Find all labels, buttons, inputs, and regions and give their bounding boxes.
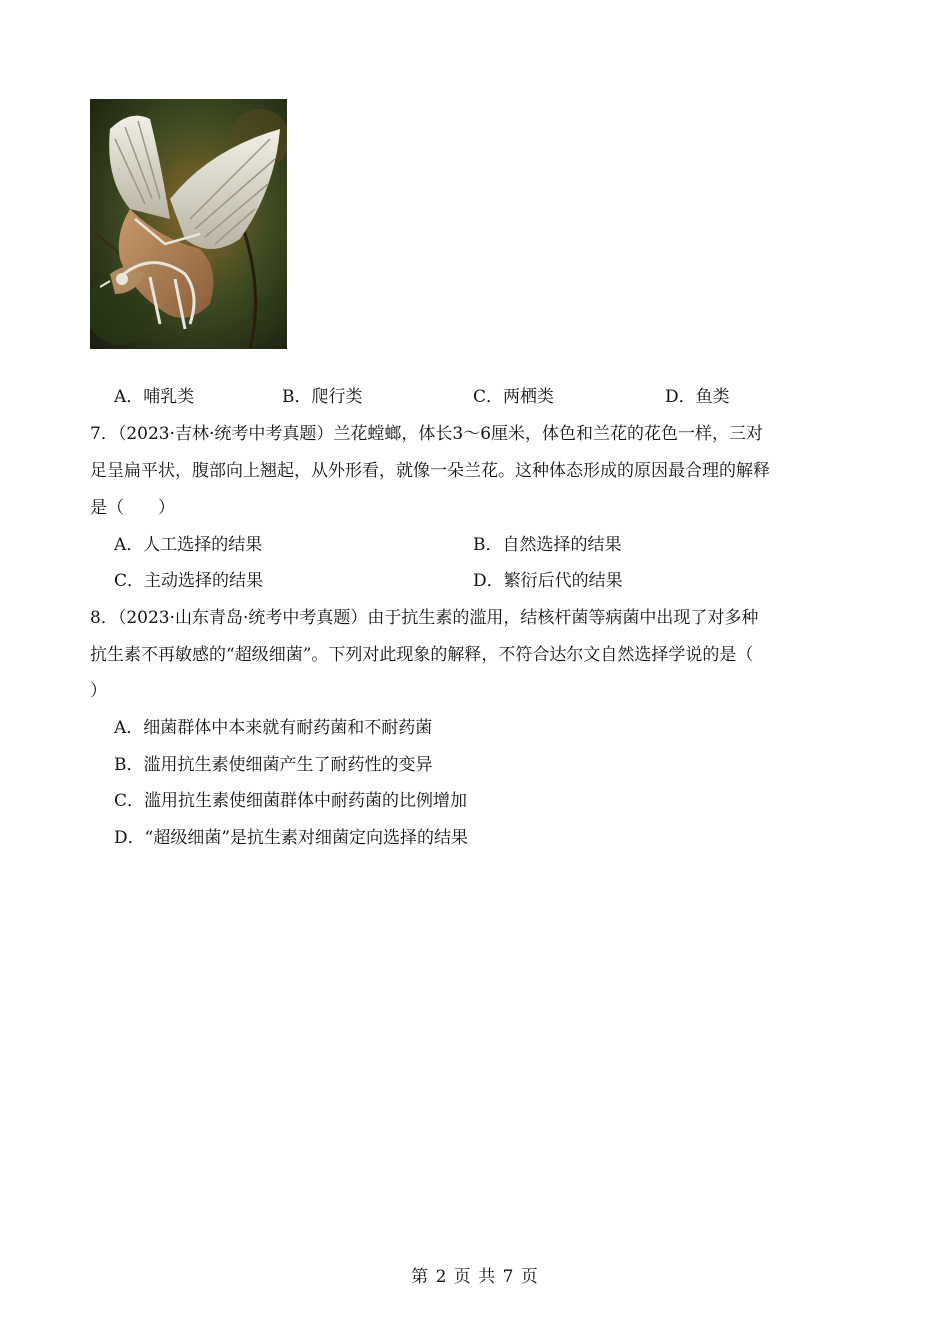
q8-option-c: C．滥用抗生素使细菌群体中耐药菌的比例增加	[114, 791, 468, 811]
q8-option-b: B．滥用抗生素使细菌产生了耐药性的变异	[114, 755, 433, 775]
q7-stem-line-2: 足呈扁平状，腹部向上翘起，从外形看，就像一朵兰花。这种体态形成的原因最合理的解释	[90, 461, 770, 481]
q6-option-a: A．哺乳类	[114, 387, 195, 407]
q6-option-d: D．鱼类	[665, 387, 730, 407]
q6-option-c: C．两栖类	[473, 387, 555, 407]
q6-option-b: B．爬行类	[282, 387, 363, 407]
q7-option-c: C．主动选择的结果	[114, 571, 264, 591]
q7-option-b: B．自然选择的结果	[473, 535, 622, 555]
q8-option-a: A．细菌群体中本来就有耐药菌和不耐药菌	[114, 718, 433, 738]
q7-option-a: A．人工选择的结果	[114, 535, 263, 555]
q7-stem-line-1: 7．（2023·吉林·统考中考真题）兰花螳螂，体长3～6厘米，体色和兰花的花色一样，三对	[90, 424, 764, 444]
fossil-bird-illustration	[90, 99, 287, 349]
q8-stem-line-3: ）	[90, 681, 107, 701]
q7-option-d: D．繁衍后代的结果	[473, 571, 623, 591]
q8-option-d: D．“超级细菌”是抗生素对细菌定向选择的结果	[114, 828, 469, 848]
q8-stem-line-1: 8．（2023·山东青岛·统考中考真题）由于抗生素的滥用，结核杆菌等病菌中出现了对多种	[90, 608, 759, 628]
page-footer: 第 2 页 共 7 页	[411, 1267, 539, 1287]
q7-stem-line-3: 是（ ）	[90, 498, 175, 518]
q8-stem-line-2: 抗生素不再敏感的“超级细菌”。下列对此现象的解释，不符合达尔文自然选择学说的是（	[90, 645, 754, 665]
